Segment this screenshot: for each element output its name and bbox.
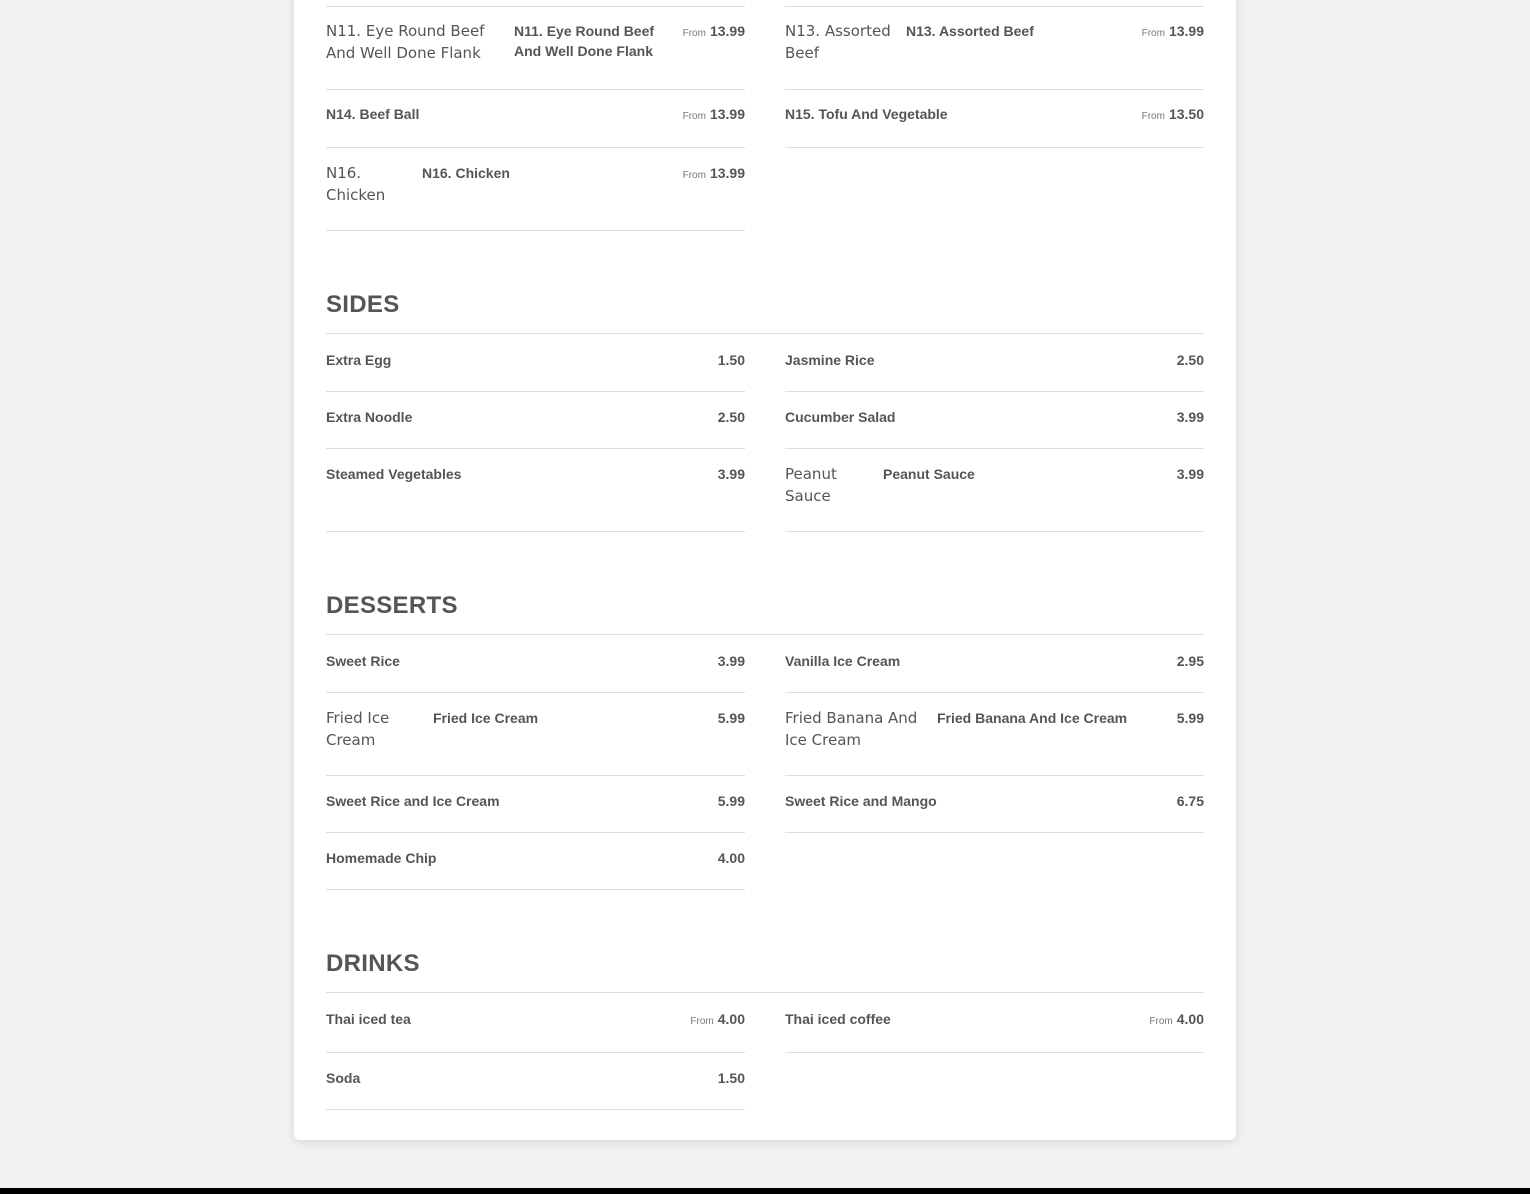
footer-bar [0, 1188, 1530, 1194]
divider [785, 391, 1204, 392]
from-label: From [1149, 1016, 1173, 1027]
item-price [640, 163, 745, 186]
divider [326, 992, 1204, 993]
item-name[interactable]: Thai iced coffee [785, 1011, 891, 1027]
item-price: 2.50 [717, 409, 745, 425]
price-value: 13.50 [1168, 106, 1204, 122]
divider [326, 230, 745, 231]
item-price: 3.99 [717, 466, 745, 482]
item-price: 5.99 [1176, 710, 1204, 726]
item-name[interactable]: Sweet Rice and Mango [785, 793, 937, 809]
item-price [640, 1009, 745, 1032]
divider [326, 1052, 745, 1053]
divider [326, 448, 745, 449]
item-price: 3.99 [1176, 409, 1204, 425]
item-image[interactable]: Fried Ice Cream [326, 709, 390, 749]
divider [326, 89, 745, 90]
item-image[interactable]: Fried Banana And Ice Cream [785, 709, 918, 749]
from-label: From [690, 1016, 714, 1027]
from-label: From [1141, 111, 1165, 122]
divider [326, 634, 1204, 635]
divider [785, 89, 1204, 90]
section-title-desserts: DESSERTS [326, 592, 458, 619]
item-name[interactable]: Fried Banana And Ice Cream [937, 710, 1128, 726]
price-value: 13.99 [1168, 23, 1204, 39]
item-image[interactable]: N11. Eye Round Beef And Well Done Flank [326, 22, 485, 62]
item-price: 5.99 [717, 793, 745, 809]
item-name[interactable]: Extra Noodle [326, 409, 413, 425]
divider [326, 391, 745, 392]
item-name[interactable]: Sweet Rice [326, 653, 400, 669]
divider [785, 448, 1204, 449]
item-price: 5.99 [717, 710, 745, 726]
section-title-drinks: DRINKS [326, 950, 420, 977]
item-price: 4.00 [717, 850, 745, 866]
item-name[interactable]: Cucumber Salad [785, 409, 896, 425]
divider [326, 531, 745, 532]
item-name[interactable]: Vanilla Ice Cream [785, 653, 901, 669]
item-name[interactable]: Steamed Vegetables [326, 466, 462, 482]
divider [326, 147, 745, 148]
item-name[interactable]: Peanut Sauce [883, 466, 975, 482]
divider [326, 832, 745, 833]
from-label: From [682, 28, 706, 39]
price-value: 4.00 [717, 1011, 745, 1027]
item-price: 1.50 [717, 352, 745, 368]
from-label: From [682, 170, 706, 181]
item-price [1099, 21, 1204, 44]
divider [785, 775, 1204, 776]
item-name[interactable]: Jasmine Rice [785, 352, 875, 368]
price-value: 13.99 [709, 165, 745, 181]
item-price [640, 104, 745, 127]
item-image[interactable]: Peanut Sauce [785, 465, 837, 505]
divider [785, 6, 1204, 7]
item-price [1099, 1009, 1204, 1032]
item-name[interactable]: N14. Beef Ball [326, 106, 420, 122]
price-value: 13.99 [709, 106, 745, 122]
divider [785, 531, 1204, 532]
item-name[interactable]: N15. Tofu And Vegetable [785, 106, 948, 122]
item-price: 3.99 [717, 653, 745, 669]
item-name[interactable]: Homemade Chip [326, 850, 437, 866]
divider [785, 832, 1204, 833]
item-price: 2.95 [1176, 653, 1204, 669]
from-label: From [682, 111, 706, 122]
item-name[interactable]: N13. Assorted Beef [906, 23, 1034, 39]
divider [326, 775, 745, 776]
divider [326, 889, 745, 890]
divider [326, 6, 745, 7]
item-image[interactable]: N13. Assorted Beef [785, 22, 891, 62]
divider [326, 692, 745, 693]
item-price: 3.99 [1176, 466, 1204, 482]
item-name[interactable]: Sweet Rice and Ice Cream [326, 793, 500, 809]
item-price: 6.75 [1176, 793, 1204, 809]
item-price [1099, 104, 1204, 127]
price-value: 4.00 [1176, 1011, 1204, 1027]
item-name[interactable]: Fried Ice Cream [433, 710, 539, 726]
item-price: 2.50 [1176, 352, 1204, 368]
item-price: 1.50 [717, 1070, 745, 1086]
item-name[interactable]: Extra Egg [326, 352, 392, 368]
divider [326, 1109, 745, 1110]
divider [785, 147, 1204, 148]
section-title-sides: SIDES [326, 291, 400, 318]
divider [326, 333, 1204, 334]
divider [785, 692, 1204, 693]
item-name[interactable]: Soda [326, 1070, 361, 1086]
item-name[interactable]: N11. Eye Round Beef And Well Done Flank [514, 23, 655, 59]
item-name[interactable]: N16. Chicken [422, 165, 510, 181]
item-name[interactable]: Thai iced tea [326, 1011, 411, 1027]
item-image[interactable]: N16. Chicken [326, 164, 386, 204]
item-price [640, 21, 745, 44]
price-value: 13.99 [709, 23, 745, 39]
divider [785, 1052, 1204, 1053]
from-label: From [1141, 28, 1165, 39]
